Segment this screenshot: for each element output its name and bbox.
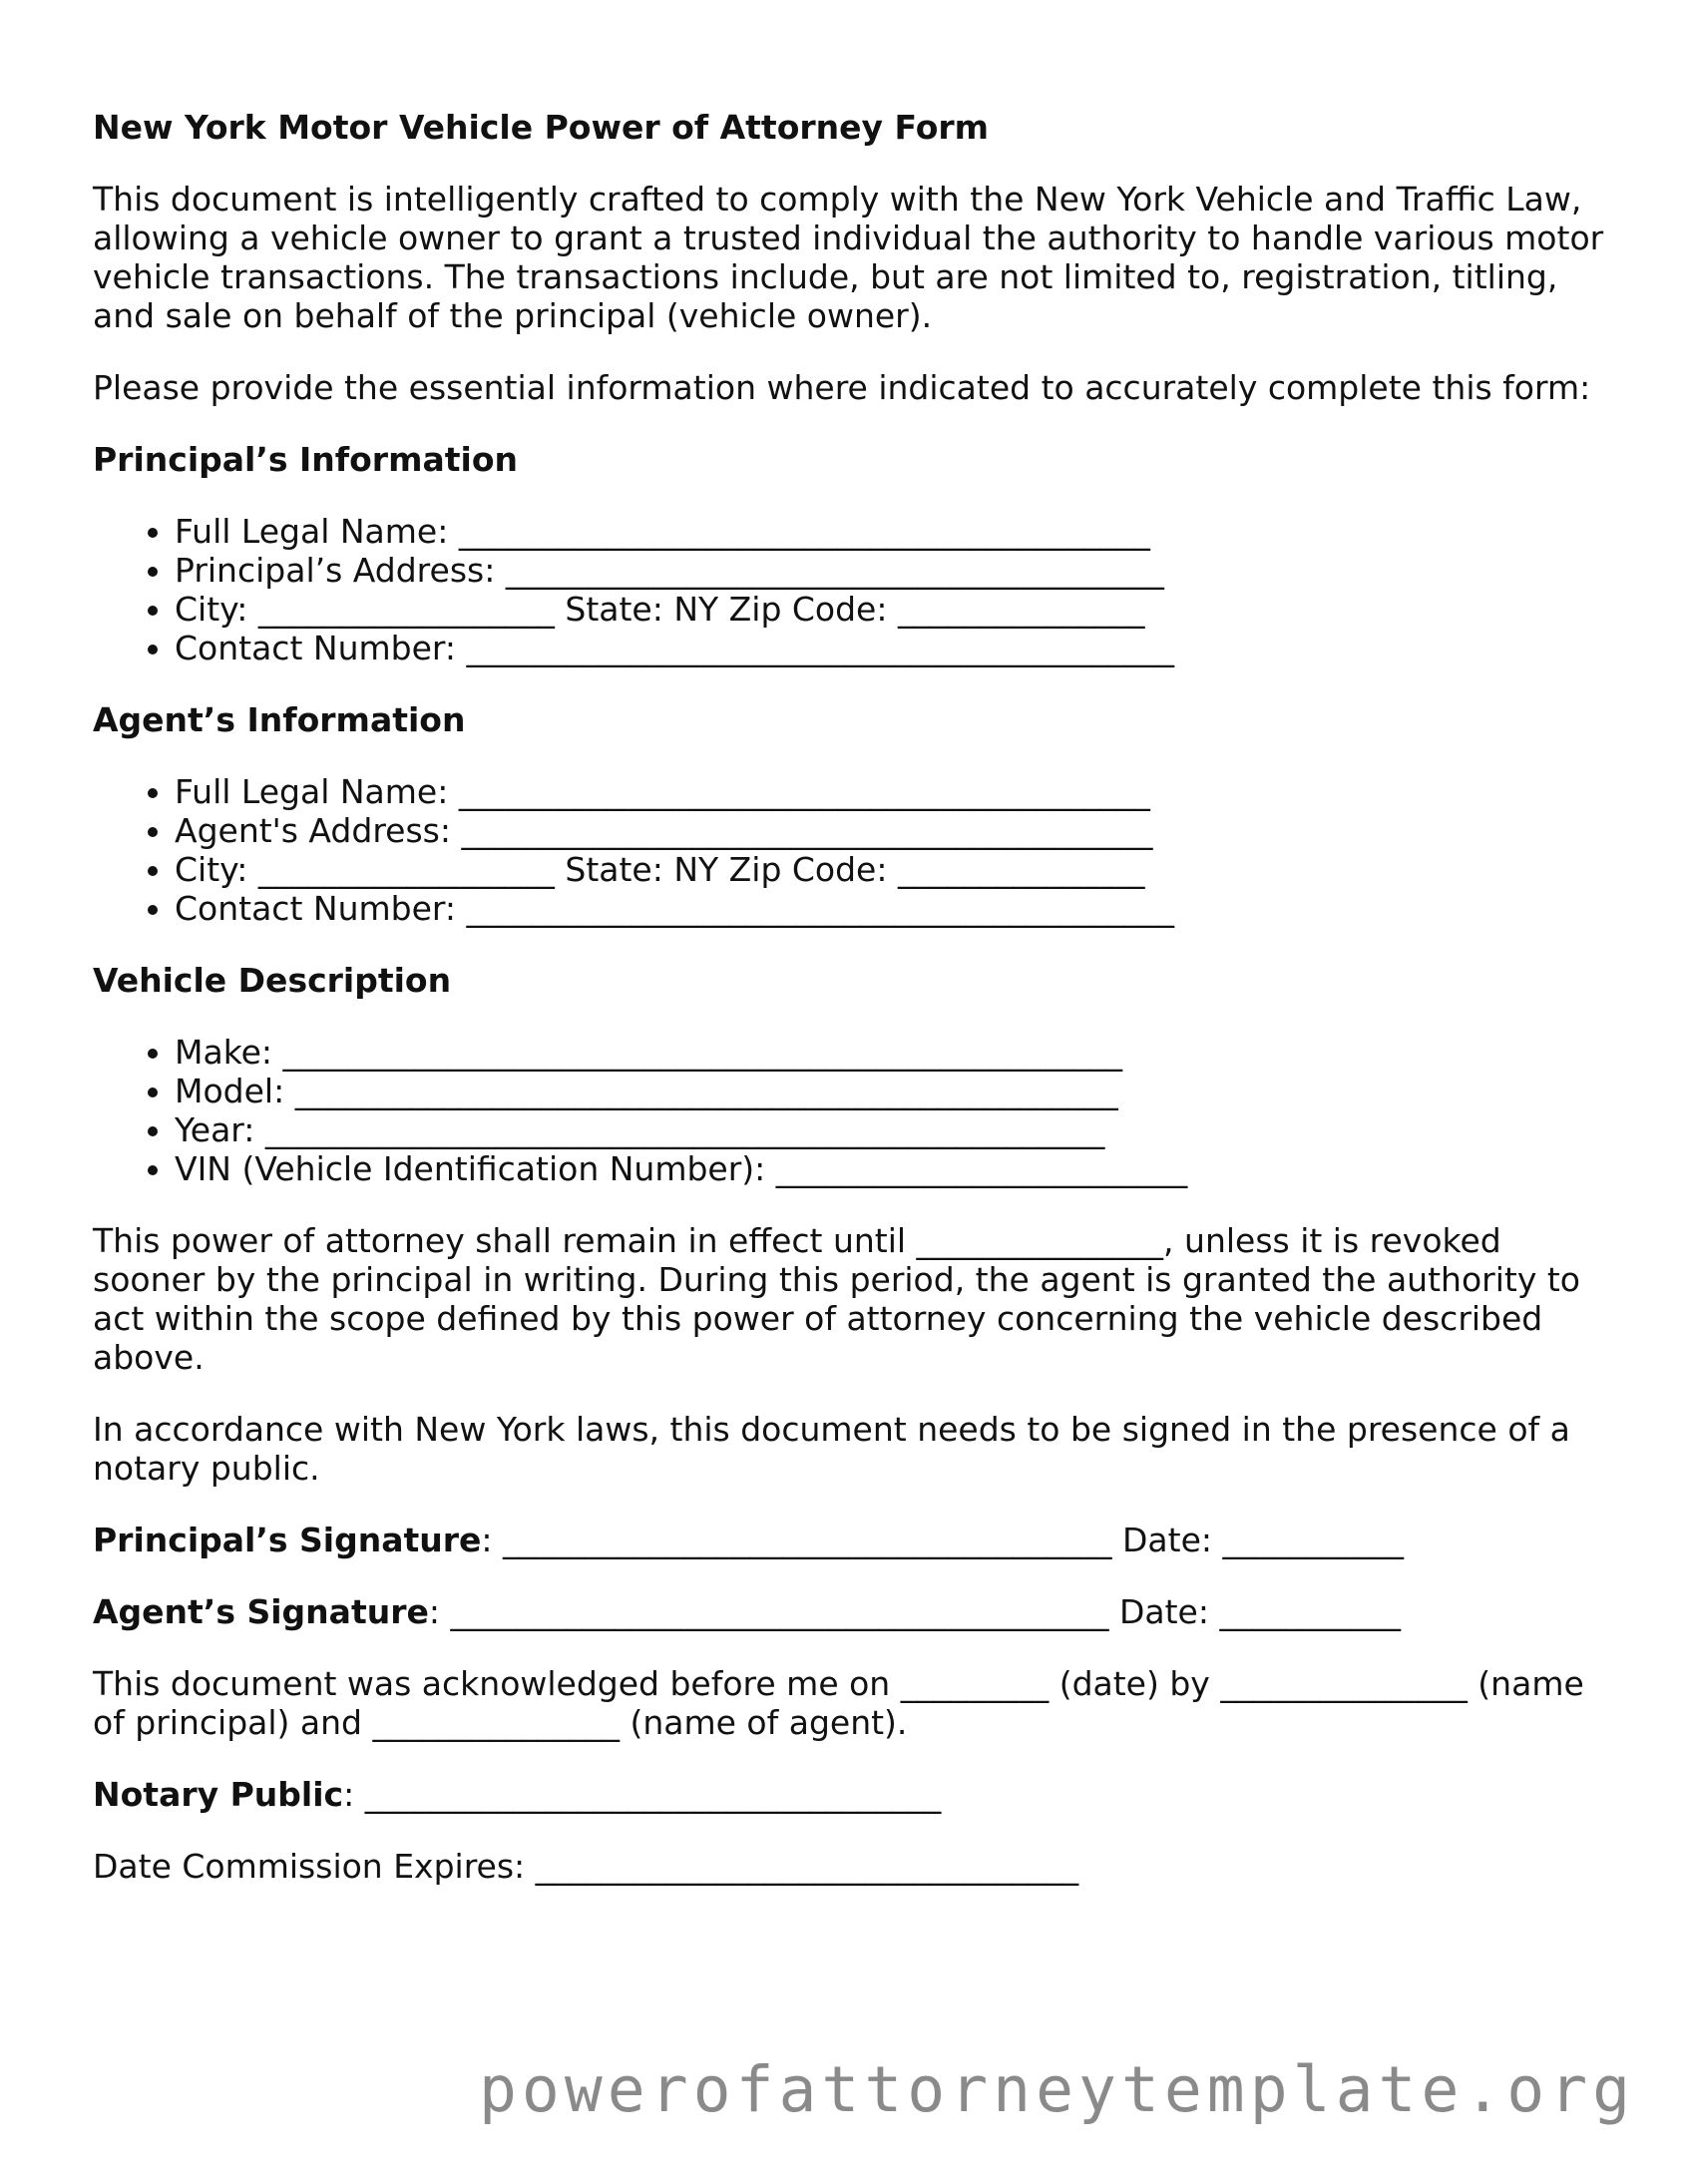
- agent-fields-list: [93, 772, 1609, 928]
- vehicle-fields-list: [93, 1033, 1609, 1188]
- agent-heading: Agent’s Information: [93, 700, 466, 739]
- notary-public-label: Notary Public: [93, 1775, 344, 1814]
- intro-paragraph: This document is intelligently crafted to comply with the New York Vehicle and Traffic Law, allowing a vehicle owner to grant a trusted individual the authority to handle various motor vehicle transactions. The transactions include, but are not limited to, registration, titling, and sale on behalf of the principal (vehicle owner).: [93, 180, 1604, 335]
- agent-city-state-zip-field: • City: __________________ State: NY Zip Code: _______________: [175, 850, 1609, 889]
- effect-paragraph: This power of attorney shall remain in effect until _______________, unless it is revoked sooner by the principal in writing. During this period, the agent is granted the authority to act within the scope defined by this power of attorney concerning the vehicle described above.: [93, 1221, 1580, 1377]
- principal-signature-blank: : _____________________________________ Date: ___________: [481, 1521, 1404, 1559]
- acknowledgment-paragraph: This document was acknowledged before me on _________ (date) by _______________ (name of principal) and _______________ (name of agent).: [93, 1664, 1584, 1742]
- agent-signature-label: Agent’s Signature: [93, 1592, 429, 1631]
- agent-signature-line: [93, 1592, 1609, 1631]
- principal-signature-label: Principal’s Signature: [93, 1521, 482, 1559]
- agent-contact-field: • Contact Number: ___________________________________________: [175, 889, 1609, 928]
- vehicle-make-field: • Make: ___________________________________________________: [175, 1033, 1609, 1072]
- notary-public-line: [93, 1775, 1609, 1814]
- vehicle-year-field: • Year: ___________________________________________________: [175, 1110, 1609, 1149]
- instruction-paragraph: Please provide the essential information where indicated to accurately complete this form:: [93, 368, 1591, 407]
- principal-address-field: • Principal’s Address: ________________________________________: [175, 551, 1609, 590]
- agent-address-field: • Agent's Address: __________________________________________: [175, 811, 1609, 850]
- principal-contact-field: • Contact Number: ___________________________________________: [175, 629, 1609, 667]
- principal-city-state-zip-field: • City: __________________ State: NY Zip Code: _______________: [175, 590, 1609, 629]
- principal-signature-line: [93, 1521, 1609, 1559]
- document-page: [93, 108, 1609, 1919]
- site-watermark: powerofattorneytemplate.org: [479, 2053, 1636, 2126]
- principal-full-name-field: • Full Legal Name: __________________________________________: [175, 512, 1609, 551]
- principal-heading: Principal’s Information: [93, 440, 518, 479]
- agent-full-name-field: • Full Legal Name: __________________________________________: [175, 772, 1609, 811]
- principal-fields-list: [93, 512, 1609, 667]
- vehicle-heading: Vehicle Description: [93, 961, 452, 1000]
- notary-requirement-paragraph: In accordance with New York laws, this document needs to be signed in the presence of a notary public.: [93, 1410, 1570, 1488]
- document-title: New York Motor Vehicle Power of Attorney Form: [93, 108, 990, 147]
- vehicle-vin-field: • VIN (Vehicle Identification Number): _________________________: [175, 1149, 1609, 1188]
- agent-signature-blank: : ________________________________________ Date: ___________: [428, 1592, 1401, 1631]
- vehicle-model-field: • Model: __________________________________________________: [175, 1072, 1609, 1110]
- commission-expiry-line: Date Commission Expires: _________________________________: [93, 1847, 1079, 1886]
- notary-public-blank: : ___________________________________: [343, 1775, 942, 1814]
